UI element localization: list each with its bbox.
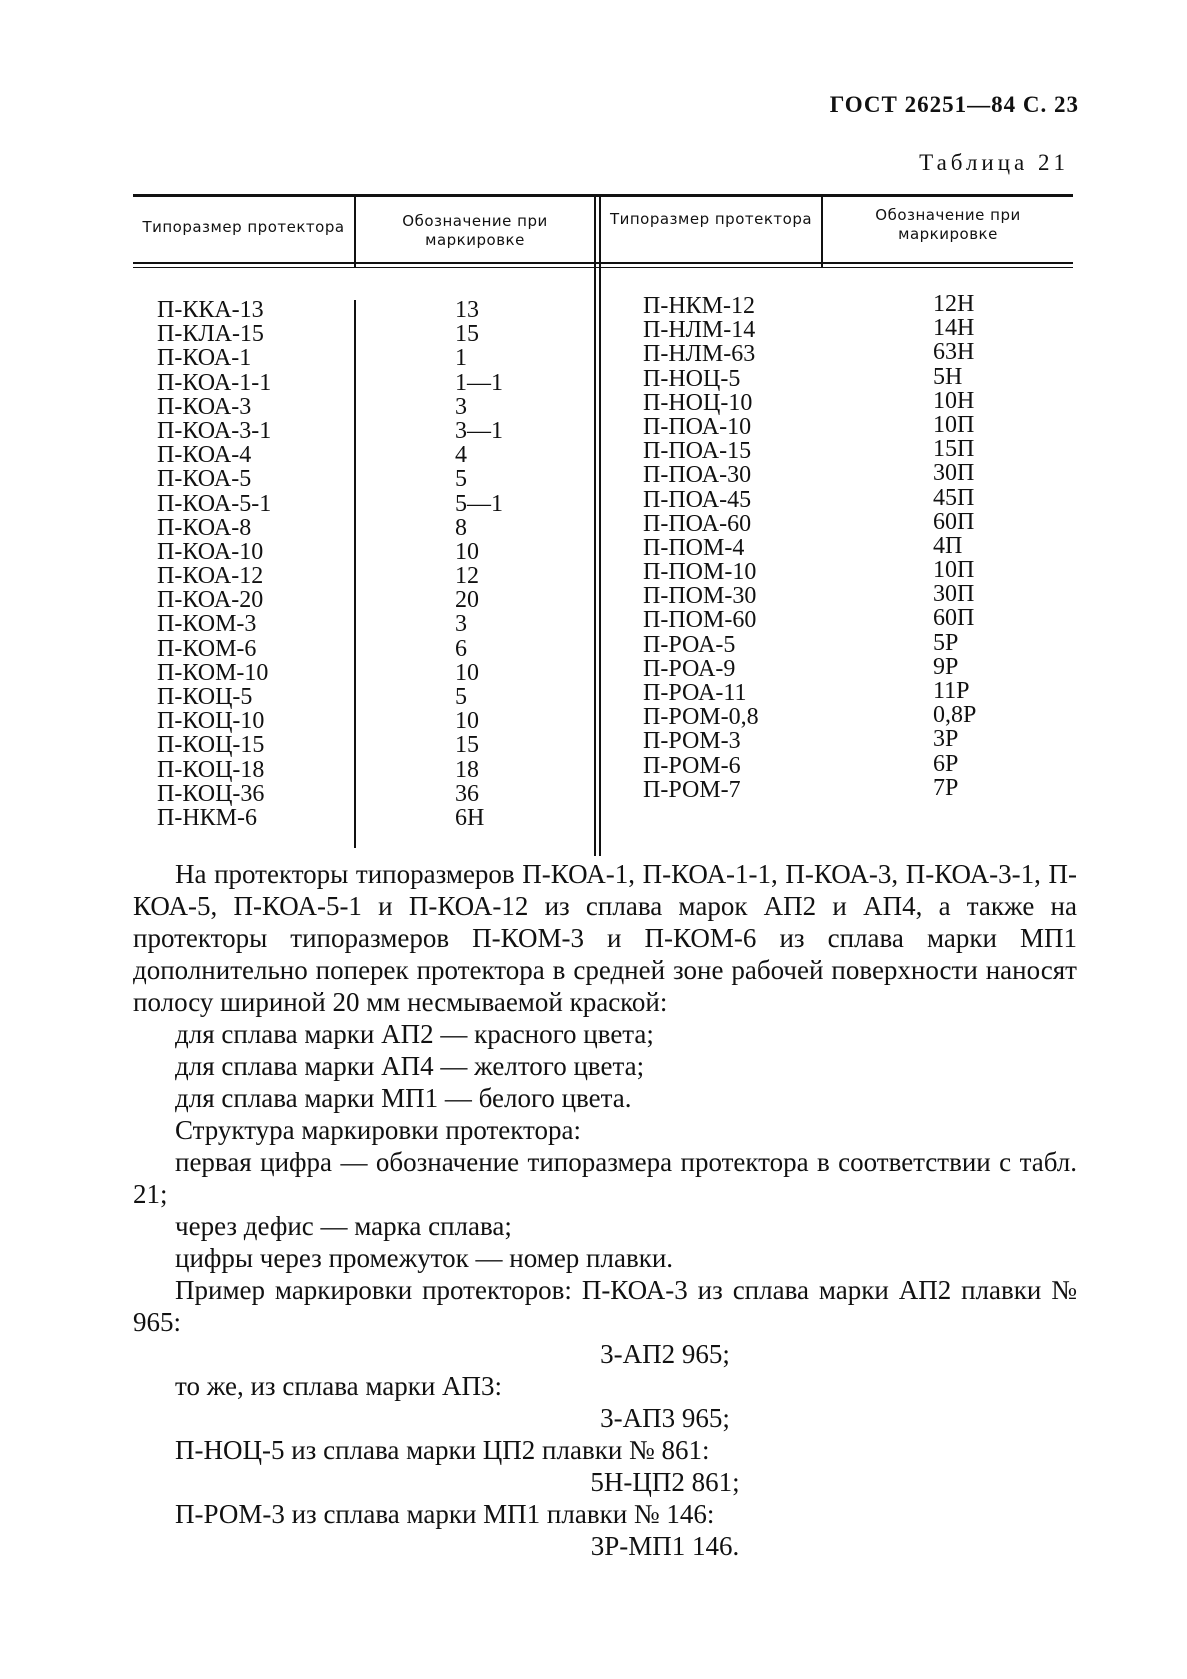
list-item: для сплава марки АП4 — желтого цвета; [175, 1051, 645, 1081]
table-cell-size: П-КОА-12 [157, 563, 264, 590]
table-cell-size: П-РОМ-7 [643, 776, 741, 803]
table-cell-size: П-КОА-1-1 [157, 369, 272, 396]
table-cell-mark: 7Р [933, 774, 959, 801]
table-cell-mark: 63Н [933, 339, 975, 366]
marking-table [133, 188, 1073, 848]
table-cell-size: П-ПОМ-60 [643, 607, 757, 634]
example-line: 3-АП3 965; [600, 1403, 730, 1433]
table-cell-mark: 12Н [933, 291, 975, 317]
table-cell-size: П-НОЦ-10 [643, 389, 753, 416]
table-cell-mark: 10 [455, 708, 479, 735]
header-bottom-rule-2 [133, 267, 1073, 268]
table-cell-size: П-ПОА-10 [643, 413, 752, 440]
example-line: 3-АП2 965; [600, 1339, 730, 1369]
table-cell-mark: 15 [455, 732, 479, 759]
table-cell-mark: 13 [455, 297, 479, 323]
table-cell-mark: 0,8Р [933, 702, 977, 729]
table-cell-mark: 6Р [933, 750, 959, 777]
table-cell-mark: 11Р [933, 678, 970, 704]
header-size-right: Типоразмер протектора [609, 210, 813, 228]
table-cell-size: П-НКМ-12 [643, 293, 755, 319]
table-cell-size: П-КОА-4 [157, 442, 252, 469]
table-cell-mark: 5Р [933, 629, 959, 656]
table-cell-size: П-РОМ-0,8 [643, 704, 759, 731]
header-mark-left: Обозначение при маркировке [402, 212, 548, 249]
table-cell-size: П-ПОА-60 [643, 510, 752, 537]
table-cell-size: П-КОА-8 [157, 514, 252, 541]
table-cell-size: П-ПОМ-30 [643, 583, 757, 610]
table-cell-mark: 1 [455, 345, 467, 372]
table-cell-size: П-КОА-5-1 [157, 490, 272, 517]
col-divider [354, 300, 356, 848]
table-cell-mark: 3 [455, 393, 467, 420]
header-bottom-rule [133, 262, 1073, 264]
table-cell-mark: 1—1 [455, 369, 503, 396]
table-cell-size: П-НОЦ-5 [643, 365, 741, 392]
paragraph: П-РОМ-3 из сплава марки МП1 плавки № 146: [175, 1499, 715, 1529]
page-header: ГОСТ 26251—84 С. 23 [829, 92, 1079, 117]
table-cell-size: П-КОМ-6 [157, 635, 257, 662]
table-cell-mark: 10 [455, 538, 479, 565]
center-divider [599, 196, 601, 856]
table-cell-size: П-РОА-9 [643, 655, 736, 682]
table-cell-size: П-ПОА-30 [643, 462, 752, 489]
table-cell-size: П-КОА-1 [157, 345, 252, 372]
table-cell-mark: 12 [455, 563, 479, 590]
table-cell-mark: 3Р [933, 726, 959, 753]
table-cell-size: П-ПОА-15 [643, 438, 752, 465]
table-cell-mark: 20 [455, 587, 479, 614]
paragraph: через дефис — марка сплава; [175, 1211, 512, 1241]
table-cell-size: П-РОМ-6 [643, 752, 741, 779]
table-cell-mark: 15П [933, 436, 975, 463]
table-cell-mark: 6 [455, 635, 467, 662]
table-cell-mark: 45П [933, 484, 975, 511]
table-cell-mark: 36 [455, 780, 479, 807]
table-cell-size: П-ККА-13 [157, 297, 264, 323]
table-cell-mark: 10П [933, 557, 975, 584]
table-cell-mark: 30П [933, 460, 975, 487]
table-cell-mark: 6Н [455, 804, 485, 831]
table-cell-size: П-НЛМ-14 [643, 317, 756, 344]
table-cell-size: П-КОА-5 [157, 466, 252, 493]
right-size-column [643, 294, 759, 802]
paragraph: Структура маркировки протектора: [175, 1115, 581, 1145]
table-cell-size: П-КОА-3-1 [157, 417, 272, 444]
left-mark-column [455, 298, 503, 830]
list-item: для сплава марки МП1 — белого цвета. [175, 1083, 632, 1113]
table-cell-size: П-КЛА-15 [157, 321, 264, 348]
paragraph: П-НОЦ-5 из сплава марки ЦП2 плавки № 861: [175, 1435, 710, 1465]
table-cell-mark: 15 [455, 321, 479, 348]
table-cell-mark: 4 [455, 442, 467, 469]
table-cell-size: П-КОЦ-10 [157, 708, 265, 735]
table-cell-size: П-НЛМ-63 [643, 341, 756, 368]
paragraph: На протекторы типоразмеров П-КОА-1, П-КОА-1-1, П-КОА-3, П-КОА-3-1, П-КОА-5, П-КОА-5-1 и П-КОА-12 из сплава марок АП2 и АП4, а также на протекторы типоразмеров П-КОМ-3 и П-КОМ-6 из сплава марки МП1 дополнительно поперек протектора в средней зоне рабочей поверхности наносят полосу шириной 20 мм несмываемой краской: [133, 859, 1077, 1017]
table-cell-mark: 8 [455, 514, 467, 541]
table-cell-size: П-КОМ-10 [157, 659, 269, 686]
table-cell-size: П-КОЦ-36 [157, 780, 265, 807]
table-cell-size: П-РОА-5 [643, 631, 736, 658]
table-cell-size: П-РОМ-3 [643, 728, 741, 755]
table-cell-size: П-КОМ-3 [157, 611, 257, 638]
table-cell-mark: 5 [455, 466, 467, 493]
header-size-left: Типоразмер протектора [142, 218, 345, 236]
table-cell-mark: 9Р [933, 653, 959, 680]
paragraph: то же, из сплава марки АП3: [175, 1371, 503, 1401]
table-cell-size: П-КОЦ-18 [157, 756, 265, 783]
table-cell-size: П-ПОМ-4 [643, 534, 745, 561]
table-cell-mark: 30П [933, 581, 975, 608]
table-caption: Таблица 21 [919, 150, 1069, 175]
table-cell-mark: 60П [933, 605, 975, 632]
table-cell-size: П-ПОА-45 [643, 486, 752, 513]
table-cell-size: П-КОА-20 [157, 587, 264, 614]
table-cell-mark: 5Н [933, 363, 963, 390]
table-cell-mark: 18 [455, 756, 479, 783]
table-cell-mark: 3 [455, 611, 467, 638]
table-cell-size: П-КОЦ-5 [157, 684, 253, 710]
table-cell-mark: 10 [455, 659, 479, 686]
table-cell-mark: 14Н [933, 315, 975, 342]
table-cell-mark: 4П [933, 532, 963, 559]
table-cell-size: П-КОЦ-15 [157, 732, 265, 759]
table-cell-size: П-НКМ-6 [157, 804, 257, 831]
header-mark-right: Обозначение при маркировке [875, 206, 1021, 243]
example-line: 5Н-ЦП2 861; [590, 1467, 740, 1497]
table-cell-size: П-КОА-3 [157, 393, 252, 420]
table-cell-mark: 5 [455, 684, 467, 710]
table-cell-size: П-РОА-11 [643, 680, 747, 706]
table-cell-size: П-ПОМ-10 [643, 559, 757, 586]
example-line: 3Р-МП1 146. [590, 1531, 740, 1561]
table-cell-mark: 3—1 [455, 417, 503, 444]
table-cell-mark: 10П [933, 411, 975, 438]
list-item: для сплава марки АП2 — красного цвета; [175, 1019, 654, 1049]
center-divider [594, 196, 596, 856]
right-mark-column [933, 292, 976, 800]
table-cell-mark: 5—1 [455, 490, 503, 517]
table-cell-mark: 10Н [933, 387, 975, 414]
table-cell-size: П-КОА-10 [157, 538, 264, 565]
left-size-column [157, 298, 271, 830]
paragraph: Пример маркировки протекторов: П-КОА-3 из сплава марки АП2 плавки № 965: [133, 1275, 1077, 1337]
table-top-rule [133, 194, 1073, 197]
paragraph: цифры через промежуток — номер плавки. [175, 1243, 674, 1273]
body-text [133, 858, 1077, 1562]
paragraph: первая цифра — обозначение типоразмера протектора в соответствии с табл. 21; [133, 1147, 1077, 1209]
table-cell-mark: 60П [933, 508, 975, 535]
